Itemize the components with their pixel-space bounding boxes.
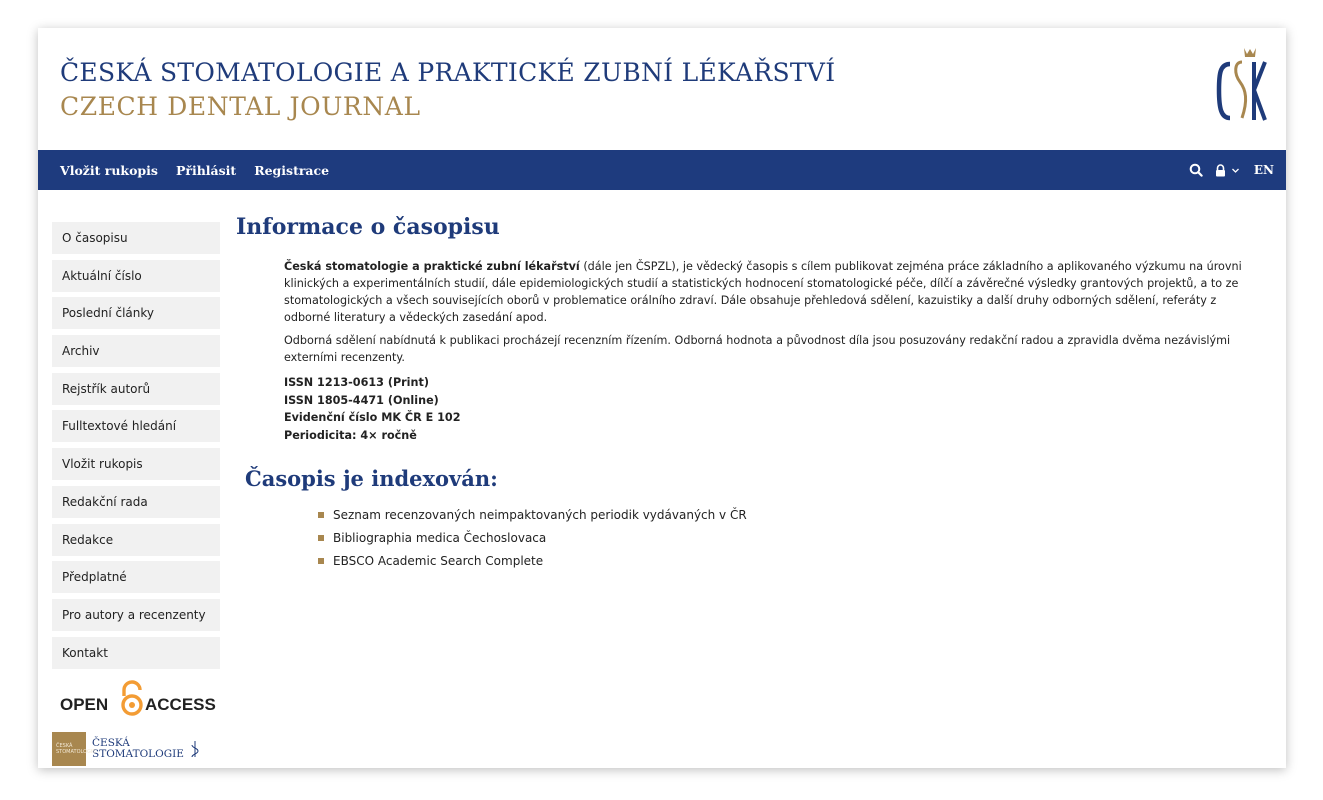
sidebar-item-for-authors[interactable]: Pro autory a recenzenty <box>52 599 220 631</box>
sidebar-item-latest-articles[interactable]: Poslední články <box>52 297 220 329</box>
intro-journal-name: Česká stomatologie a praktické zubní lékařství <box>284 260 580 273</box>
intro-text: (dále jen ČSPZL), je vědecký časopis s cílem publikovat zejména práce základního a aplikovaného výzkumu na úrovni klinických a experimentálních studií, dále epidemiologických studií a statistických hodnocení stomatologické péče, dílčí a závěrečné výsledky grantových projektů, a to ze stomatologických a všech souvisejících oborů v problematice orálního zdraví. Dále obsahuje přehledová sdělení, kazuistiky a další druhy odborných sdělení, referáty z odborné literatury a vědeckých zasedání apod. <box>284 260 1242 324</box>
indexed-item-label: Bibliographia medica Čechoslovaca <box>333 530 547 545</box>
badge-title-line2: STOMATOLOGIE <box>92 748 184 760</box>
csk-logo[interactable] <box>1216 44 1268 128</box>
sidebar-item-current-issue[interactable]: Aktuální číslo <box>52 260 220 292</box>
open-access-right-text: ACCESS <box>145 695 216 714</box>
indexed-item-label: EBSCO Academic Search Complete <box>333 553 544 568</box>
indexed-item-label: Seznam recenzovaných neimpaktovaných periodik vydávaných v ČR <box>333 507 747 522</box>
sidebar-item-subscription[interactable]: Předplatné <box>52 561 220 593</box>
sidebar-item-editorial-office[interactable]: Redakce <box>52 524 220 556</box>
sidebar-item-editorial-board[interactable]: Redakční rada <box>52 486 220 518</box>
badge-title <box>92 738 184 760</box>
nav-tools <box>1177 150 1274 190</box>
indexed-list-item <box>318 526 1266 549</box>
indexed-list-item <box>318 503 1266 526</box>
sidebar-item-author-index[interactable]: Rejstřík autorů <box>52 373 220 405</box>
page-title: Informace o časopisu <box>236 214 500 240</box>
badge-title-line1: ČESKÁ <box>92 737 130 749</box>
open-access-logo[interactable] <box>60 680 220 718</box>
indexed-list <box>318 503 1266 572</box>
site-header <box>38 28 1286 150</box>
badge-cover-text: ČESKÁ STOMATOLOGIE <box>56 743 96 755</box>
nav-register[interactable]: Registrace <box>254 162 330 178</box>
search-icon[interactable] <box>1189 163 1203 177</box>
registration-number: Evidenční číslo MK ČR E 102 <box>284 411 461 424</box>
indexed-heading: Časopis je indexován: <box>245 466 498 491</box>
sidebar-item-archive[interactable]: Archiv <box>52 335 220 367</box>
language-switch[interactable]: EN <box>1253 163 1274 177</box>
sidebar-item-contact[interactable]: Kontakt <box>52 637 220 669</box>
bullet-icon <box>318 512 324 518</box>
nav-links <box>60 150 347 190</box>
periodicity: Periodicita: 4× ročně <box>284 428 417 442</box>
bullet-icon <box>318 558 324 564</box>
badge-cover-thumbnail <box>52 732 96 766</box>
journal-title-czech[interactable]: ČESKÁ STOMATOLOGIE A PRAKTICKÉ ZUBNÍ LÉKAŘSTVÍ <box>60 58 836 87</box>
issn-online: ISSN 1805-4471 (Online) <box>284 393 439 407</box>
intro-paragraph <box>284 258 1244 326</box>
sidebar-item-fulltext-search[interactable]: Fulltextové hledání <box>52 410 220 442</box>
sidebar-menu <box>52 222 220 674</box>
sidebar-item-submit-manuscript[interactable]: Vložit rukopis <box>52 448 220 480</box>
review-paragraph: Odborná sdělení nabídnutá k publikaci procházejí recenzním řízením. Odborná hodnota a původnost díla jsou posuzovány redakční radou a zpravidla dvěma nezávislými externími recenzenty. <box>284 334 1231 364</box>
main-navbar <box>38 150 1286 190</box>
main-content <box>236 214 1266 572</box>
lock-icon <box>1215 164 1226 177</box>
open-access-left-text: OPEN <box>60 695 109 714</box>
badge-emblem-icon <box>190 739 200 759</box>
ceska-stomatologie-badge[interactable] <box>52 731 222 767</box>
page-frame <box>38 28 1286 768</box>
issn-print: ISSN 1213-0613 (Print) <box>284 376 429 389</box>
journal-metadata <box>284 374 1266 444</box>
journal-title-english[interactable]: CZECH DENTAL JOURNAL <box>60 92 421 121</box>
bullet-icon <box>318 535 324 541</box>
nav-login[interactable]: Přihlásit <box>175 162 237 178</box>
chevron-down-icon <box>1231 166 1240 175</box>
indexed-list-item <box>318 549 1266 572</box>
sidebar-item-about[interactable]: O časopisu <box>52 222 220 254</box>
lock-menu[interactable] <box>1215 164 1240 177</box>
nav-submit-manuscript[interactable]: Vložit rukopis <box>60 162 158 178</box>
